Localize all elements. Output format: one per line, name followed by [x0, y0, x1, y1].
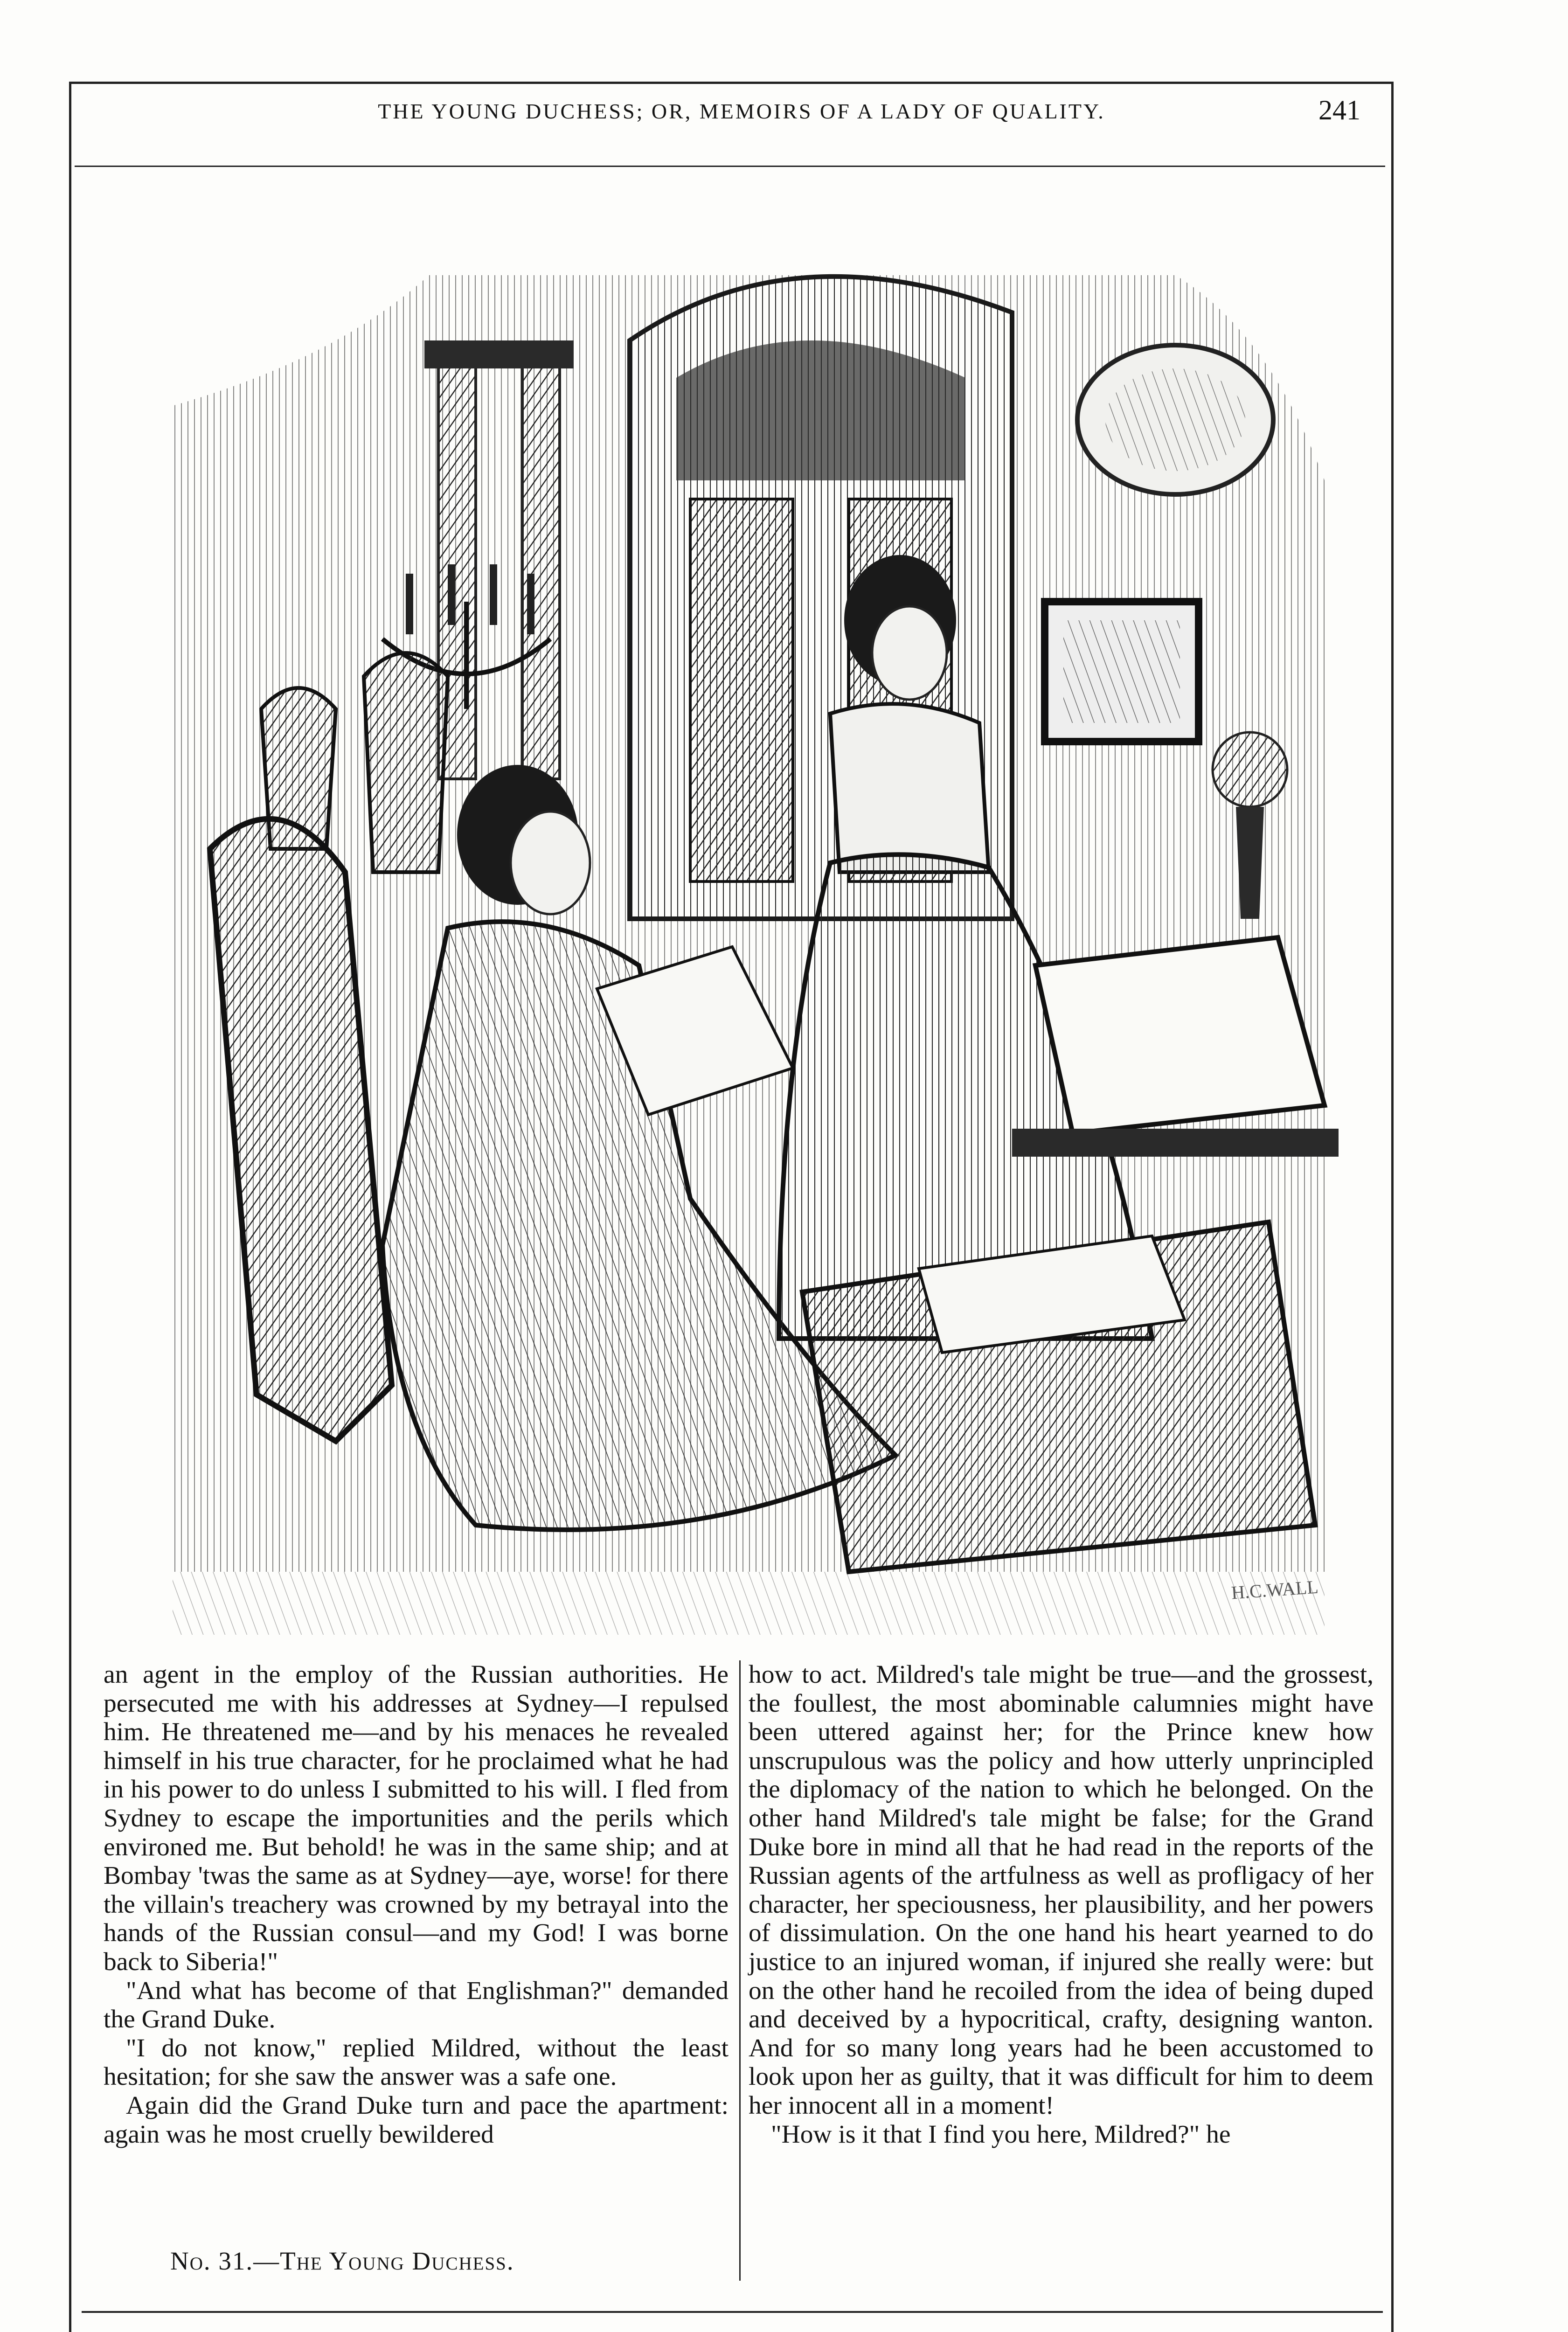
page-number: 241 — [1318, 95, 1360, 125]
text-column-right — [749, 1660, 1374, 2149]
paragraph: "I do not know," replied Mildred, without the least hesitation; for she saw the answer was a safe one. — [104, 2034, 728, 2091]
engraving-illustration — [103, 219, 1362, 1635]
paragraph: Again did the Grand Duke turn and pace the apartment: again was he most cruelly bewildered — [104, 2091, 728, 2149]
column-rule — [739, 1660, 741, 2281]
issue-signature: No. 31.—The Young Duchess. — [170, 2247, 514, 2275]
oval-wall-plaque — [1077, 345, 1273, 494]
paragraph: how to act. Mildred's tale might be true—and the grossest, the foullest, the most abominable calumnies might have been uttered against her; for the Prince knew how unscrupulous was the policy and how utterly unprincipled the diplomacy of the nation to which he belonged. On the other hand Mildred's tale might be false; for the Grand Duke bore in mind all that he had read in the reports of the Russian agents of the artfulness as well as profligacy of her character, her speciousness, her plausibility, and her powers of dissimulation. On the one hand his heart yearned to do justice to an injured woman, if injured she really were: but on the other hand he recoiled from the idea of being duped and deceived by a hypocritical, crafty, designing wanton. And for so many long years had he been accustomed to look upon her as guilty, that it was difficult for him to deem her innocent all in a moment! — [749, 1660, 1374, 2120]
paragraph: "And what has become of that Englishman?" demanded the Grand Duke. — [104, 1976, 728, 2034]
running-title: THE YOUNG DUCHESS; OR, MEMOIRS OF A LADY OF QUALITY. — [378, 99, 1105, 123]
framed-picture — [1045, 602, 1199, 742]
paragraph: an agent in the employ of the Russian authorities. He persecuted me with his addresses at Sydney—I repulsed him. He threatened me—and by his menaces he revealed himself in his true character, for he proclaimed what he had in his power to do unless I submitted to his will. I fled from Sydney to escape the importunities and the perils which environed me. But behold! he was in the same ship; and at Bombay 'twas the same as at Sydney—aye, worse! for there the villain's treachery was crowned by my betrayal into the hands of the Russian consul—and my God! I was borne back to Siberia!" — [104, 1660, 728, 1976]
text-column-left — [104, 1660, 728, 2149]
paragraph: "How is it that I find you here, Mildred?" he — [771, 2120, 1231, 2149]
bottom-rule — [82, 2311, 1383, 2313]
artist-signature: H.C.WALL — [1230, 1576, 1319, 1603]
header-rule — [75, 166, 1385, 167]
floor — [173, 1572, 1325, 1635]
